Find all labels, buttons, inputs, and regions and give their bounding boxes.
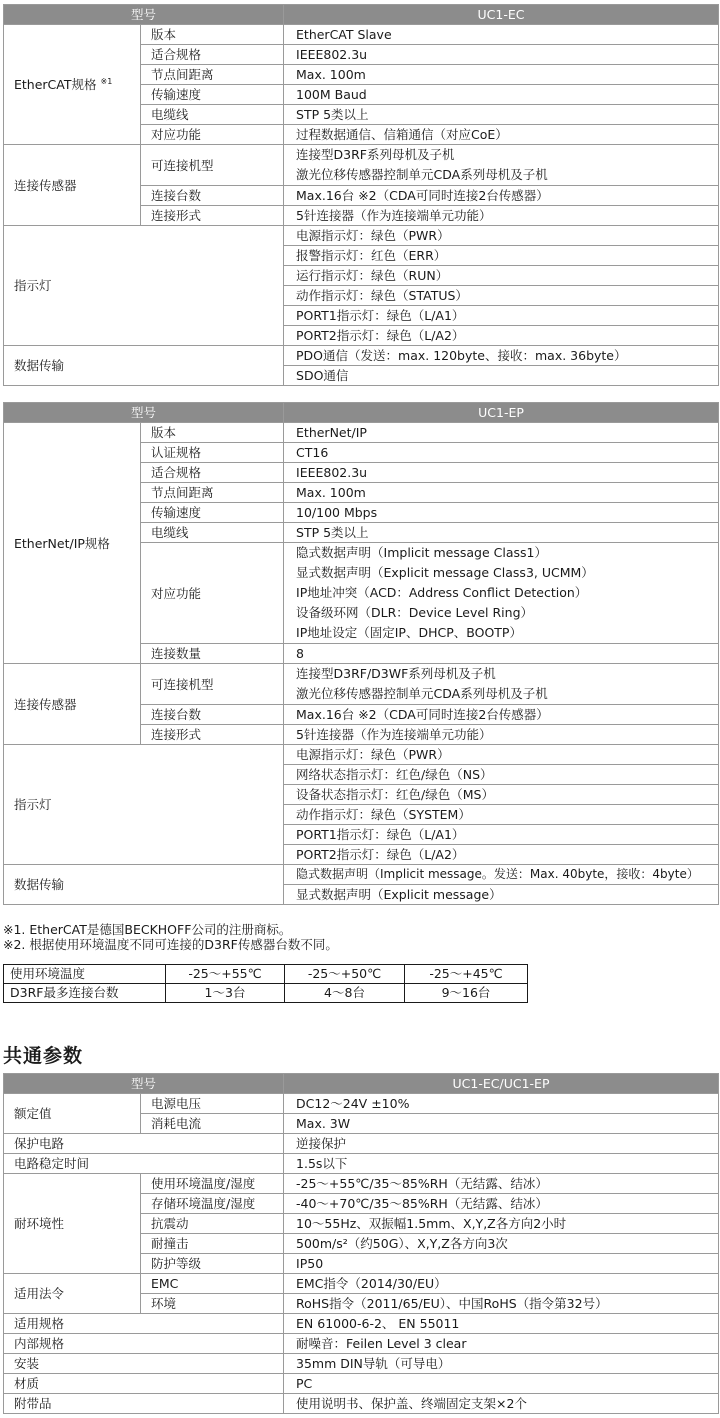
row-value <box>284 664 719 705</box>
row-value <box>284 543 719 644</box>
group-label: 数据传输 <box>4 865 284 905</box>
row-value <box>284 145 719 186</box>
row-label: 电缆线 <box>141 523 284 543</box>
row-value: EtherCAT Slave <box>284 25 719 45</box>
row-value: CT16 <box>284 443 719 463</box>
row-label: 传输速度 <box>141 85 284 105</box>
row-label: 连接台数 <box>141 705 284 725</box>
group-label: 内部规格 <box>4 1334 284 1354</box>
row-value: PORT2指示灯：绿色（L/A2） <box>284 326 719 346</box>
table-row <box>4 423 719 443</box>
header-model-value: UC1-EC/UC1-EP <box>284 1074 719 1094</box>
table-row <box>4 1314 719 1334</box>
row-label: 节点间距离 <box>141 483 284 503</box>
table-header <box>4 5 719 25</box>
table-row <box>4 145 719 186</box>
row-value: RoHS指令（2011/65/EU）、中国RoHS（指令第32号） <box>284 1294 719 1314</box>
value-line: 激光位移传感器控制单元CDA系列母机及子机 <box>296 686 548 701</box>
section-title: 共通参数 <box>3 1045 84 1067</box>
row-value: 耐噪音：Feilen Level 3 clear <box>284 1334 719 1354</box>
table-header <box>4 403 719 423</box>
row-value: STP 5类以上 <box>284 105 719 125</box>
table-row <box>4 664 719 705</box>
table-header <box>4 1074 719 1094</box>
row-label: EMC <box>141 1274 284 1294</box>
group-label: 指示灯 <box>4 226 284 346</box>
value-line: 显式数据声明（Explicit message Class3, UCMM） <box>296 565 594 580</box>
row-value: 过程数据通信、信箱通信（对应CoE） <box>284 125 719 145</box>
table-row <box>4 226 719 246</box>
row-label: 电缆线 <box>141 105 284 125</box>
row-value: PC <box>284 1374 719 1394</box>
row-value: PORT1指示灯：绿色（L/A1） <box>284 306 719 326</box>
row-value: 5针连接器（作为连接端单元功能） <box>284 206 719 226</box>
table-row <box>4 865 719 885</box>
row-value: 显式数据声明（Explicit message） <box>284 885 719 905</box>
group-label: 电路稳定时间 <box>4 1154 284 1174</box>
common-spec-table <box>3 1073 719 1414</box>
row-label: 环境 <box>141 1294 284 1314</box>
group-label: 适用规格 <box>4 1314 284 1334</box>
row-value: PORT2指示灯：绿色（L/A2） <box>284 845 719 865</box>
header-model-value: UC1-EP <box>284 403 719 423</box>
row-value: 逆接保护 <box>284 1134 719 1154</box>
value-line: 隐式数据声明（Implicit message Class1） <box>296 545 547 560</box>
row-label: 消耗电流 <box>141 1114 284 1134</box>
row-value: 4～8台 <box>285 984 405 1003</box>
footnotes <box>3 922 338 952</box>
row-value: IEEE802.3u <box>284 45 719 65</box>
table-row <box>4 25 719 45</box>
row-label: 对应功能 <box>141 125 284 145</box>
table-row <box>4 1094 719 1114</box>
row-label: 认证规格 <box>141 443 284 463</box>
row-value: 5针连接器（作为连接端单元功能） <box>284 725 719 745</box>
table-row <box>4 984 528 1003</box>
table-row <box>4 1174 719 1194</box>
row-value: 500m/s²（约50G）、X,Y,Z各方向3次 <box>284 1234 719 1254</box>
group-label: 附带品 <box>4 1394 284 1414</box>
row-value: -25～+50℃ <box>285 965 405 984</box>
header-model-label: 型号 <box>4 1074 284 1094</box>
row-value: -25～+55℃/35～85%RH（无结露、结冰） <box>284 1174 719 1194</box>
row-value: 35mm DIN导轨（可导电） <box>284 1354 719 1374</box>
table-row <box>4 745 719 765</box>
row-value: 1～3台 <box>166 984 285 1003</box>
row-value: 100M Baud <box>284 85 719 105</box>
row-value: EMC指令（2014/30/EU） <box>284 1274 719 1294</box>
row-value: 使用说明书、保护盖、终端固定支架×2个 <box>284 1394 719 1414</box>
row-label: 可连接机型 <box>141 664 284 705</box>
row-label: 版本 <box>141 423 284 443</box>
row-value: STP 5类以上 <box>284 523 719 543</box>
row-value: Max. 100m <box>284 65 719 85</box>
row-label: 传输速度 <box>141 503 284 523</box>
group-label: EtherCAT规格 $^{※1}$ <box>4 25 141 145</box>
row-value: 1.5s以下 <box>284 1154 719 1174</box>
row-value: EtherNet/IP <box>284 423 719 443</box>
row-label: 连接台数 <box>141 186 284 206</box>
row-value: Max.16台 ※2（CDA可同时连接2台传感器） <box>284 705 719 725</box>
row-value: IP50 <box>284 1254 719 1274</box>
row-value: 运行指示灯：绿色（RUN） <box>284 266 719 286</box>
row-label: 连接形式 <box>141 725 284 745</box>
table-row <box>4 1354 719 1374</box>
value-line: IP地址设定（固定IP、DHCP、BOOTP） <box>296 625 522 640</box>
row-value: 设备状态指示灯：红色/绿色（MS） <box>284 785 719 805</box>
row-value: -25～+45℃ <box>405 965 528 984</box>
row-value: 电源指示灯：绿色（PWR） <box>284 745 719 765</box>
row-value: 电源指示灯：绿色（PWR） <box>284 226 719 246</box>
row-value: PORT1指示灯：绿色（L/A1） <box>284 825 719 845</box>
row-value: 动作指示灯：绿色（SYSTEM） <box>284 805 719 825</box>
row-value: 10/100 Mbps <box>284 503 719 523</box>
row-label: 防护等级 <box>141 1254 284 1274</box>
row-value: Max. 100m <box>284 483 719 503</box>
table-row <box>4 1154 719 1174</box>
uc1-ep-spec-table <box>3 402 719 905</box>
header-model-value: UC1-EC <box>284 5 719 25</box>
row-label: 抗震动 <box>141 1214 284 1234</box>
group-label: 适用法令 <box>4 1274 141 1314</box>
group-label: 指示灯 <box>4 745 284 865</box>
table-row <box>4 1394 719 1414</box>
row-label: D3RF最多连接台数 <box>4 984 166 1003</box>
row-label: 版本 <box>141 25 284 45</box>
row-label: 适合规格 <box>141 45 284 65</box>
temperature-table <box>3 964 528 1003</box>
uc1-ec-spec-table <box>3 4 719 386</box>
row-label: 连接形式 <box>141 206 284 226</box>
row-value: 8 <box>284 644 719 664</box>
group-label: 材质 <box>4 1374 284 1394</box>
row-value: Max.16台 ※2（CDA可同时连接2台传感器） <box>284 186 719 206</box>
group-label: 保护电路 <box>4 1134 284 1154</box>
group-label: EtherNet/IP规格 <box>4 423 141 664</box>
value-line: 连接型D3RF/D3WF系列母机及子机 <box>296 666 496 681</box>
table-row <box>4 1274 719 1294</box>
row-value: EN 61000-6-2、 EN 55011 <box>284 1314 719 1334</box>
row-value: PDO通信（发送：max. 120byte、接收：max. 36byte） <box>284 346 719 366</box>
table-row <box>4 1134 719 1154</box>
row-value: -25～+55℃ <box>166 965 285 984</box>
row-value: DC12～24V ±10% <box>284 1094 719 1114</box>
row-value: SDO通信 <box>284 366 719 386</box>
row-value: 网络状态指示灯：红色/绿色（NS） <box>284 765 719 785</box>
row-label: 连接数量 <box>141 644 284 664</box>
row-value: Max. 3W <box>284 1114 719 1134</box>
row-value: 动作指示灯：绿色（STATUS） <box>284 286 719 306</box>
row-label: 电源电压 <box>141 1094 284 1114</box>
row-value: 9～16台 <box>405 984 528 1003</box>
row-label: 可连接机型 <box>141 145 284 186</box>
row-label: 使用环境温度 <box>4 965 166 984</box>
group-label: 安装 <box>4 1354 284 1374</box>
table-row <box>4 346 719 366</box>
value-line: 激光位移传感器控制单元CDA系列母机及子机 <box>296 167 548 182</box>
footnote-2: ※2. 根据使用环境温度不同可连接的D3RF传感器台数不同。 <box>3 937 338 952</box>
row-value: 10～55Hz、双振幅1.5mm、X,Y,Z各方向2小时 <box>284 1214 719 1234</box>
row-label: 节点间距离 <box>141 65 284 85</box>
group-label: 额定值 <box>4 1094 141 1134</box>
row-label: 使用环境温度/湿度 <box>141 1174 284 1194</box>
group-label: 连接传感器 <box>4 145 141 226</box>
group-label: 耐环境性 <box>4 1174 141 1274</box>
value-line: 连接型D3RF系列母机及子机 <box>296 147 455 162</box>
table-row <box>4 1374 719 1394</box>
row-label: 存储环境温度/湿度 <box>141 1194 284 1214</box>
row-label: 对应功能 <box>141 543 284 644</box>
header-model-label: 型号 <box>4 403 284 423</box>
footnote-1: ※1. EtherCAT是德国BECKHOFF公司的注册商标。 <box>3 922 292 937</box>
row-value: 报警指示灯：红色（ERR） <box>284 246 719 266</box>
row-value: IEEE802.3u <box>284 463 719 483</box>
value-line: IP地址冲突（ACD：Address Conflict Detection） <box>296 585 588 600</box>
row-label: 适合规格 <box>141 463 284 483</box>
table-row <box>4 1334 719 1354</box>
group-label: 连接传感器 <box>4 664 141 745</box>
row-label: 耐撞击 <box>141 1234 284 1254</box>
group-label: 数据传输 <box>4 346 284 386</box>
header-model-label: 型号 <box>4 5 284 25</box>
row-value: 隐式数据声明（Implicit message。发送：Max. 40byte，接收：4byte） <box>284 865 719 885</box>
value-line: 设备级环网（DLR：Device Level Ring） <box>296 605 533 620</box>
row-value: -40～+70℃/35～85%RH（无结露、结冰） <box>284 1194 719 1214</box>
table-row <box>4 965 528 984</box>
